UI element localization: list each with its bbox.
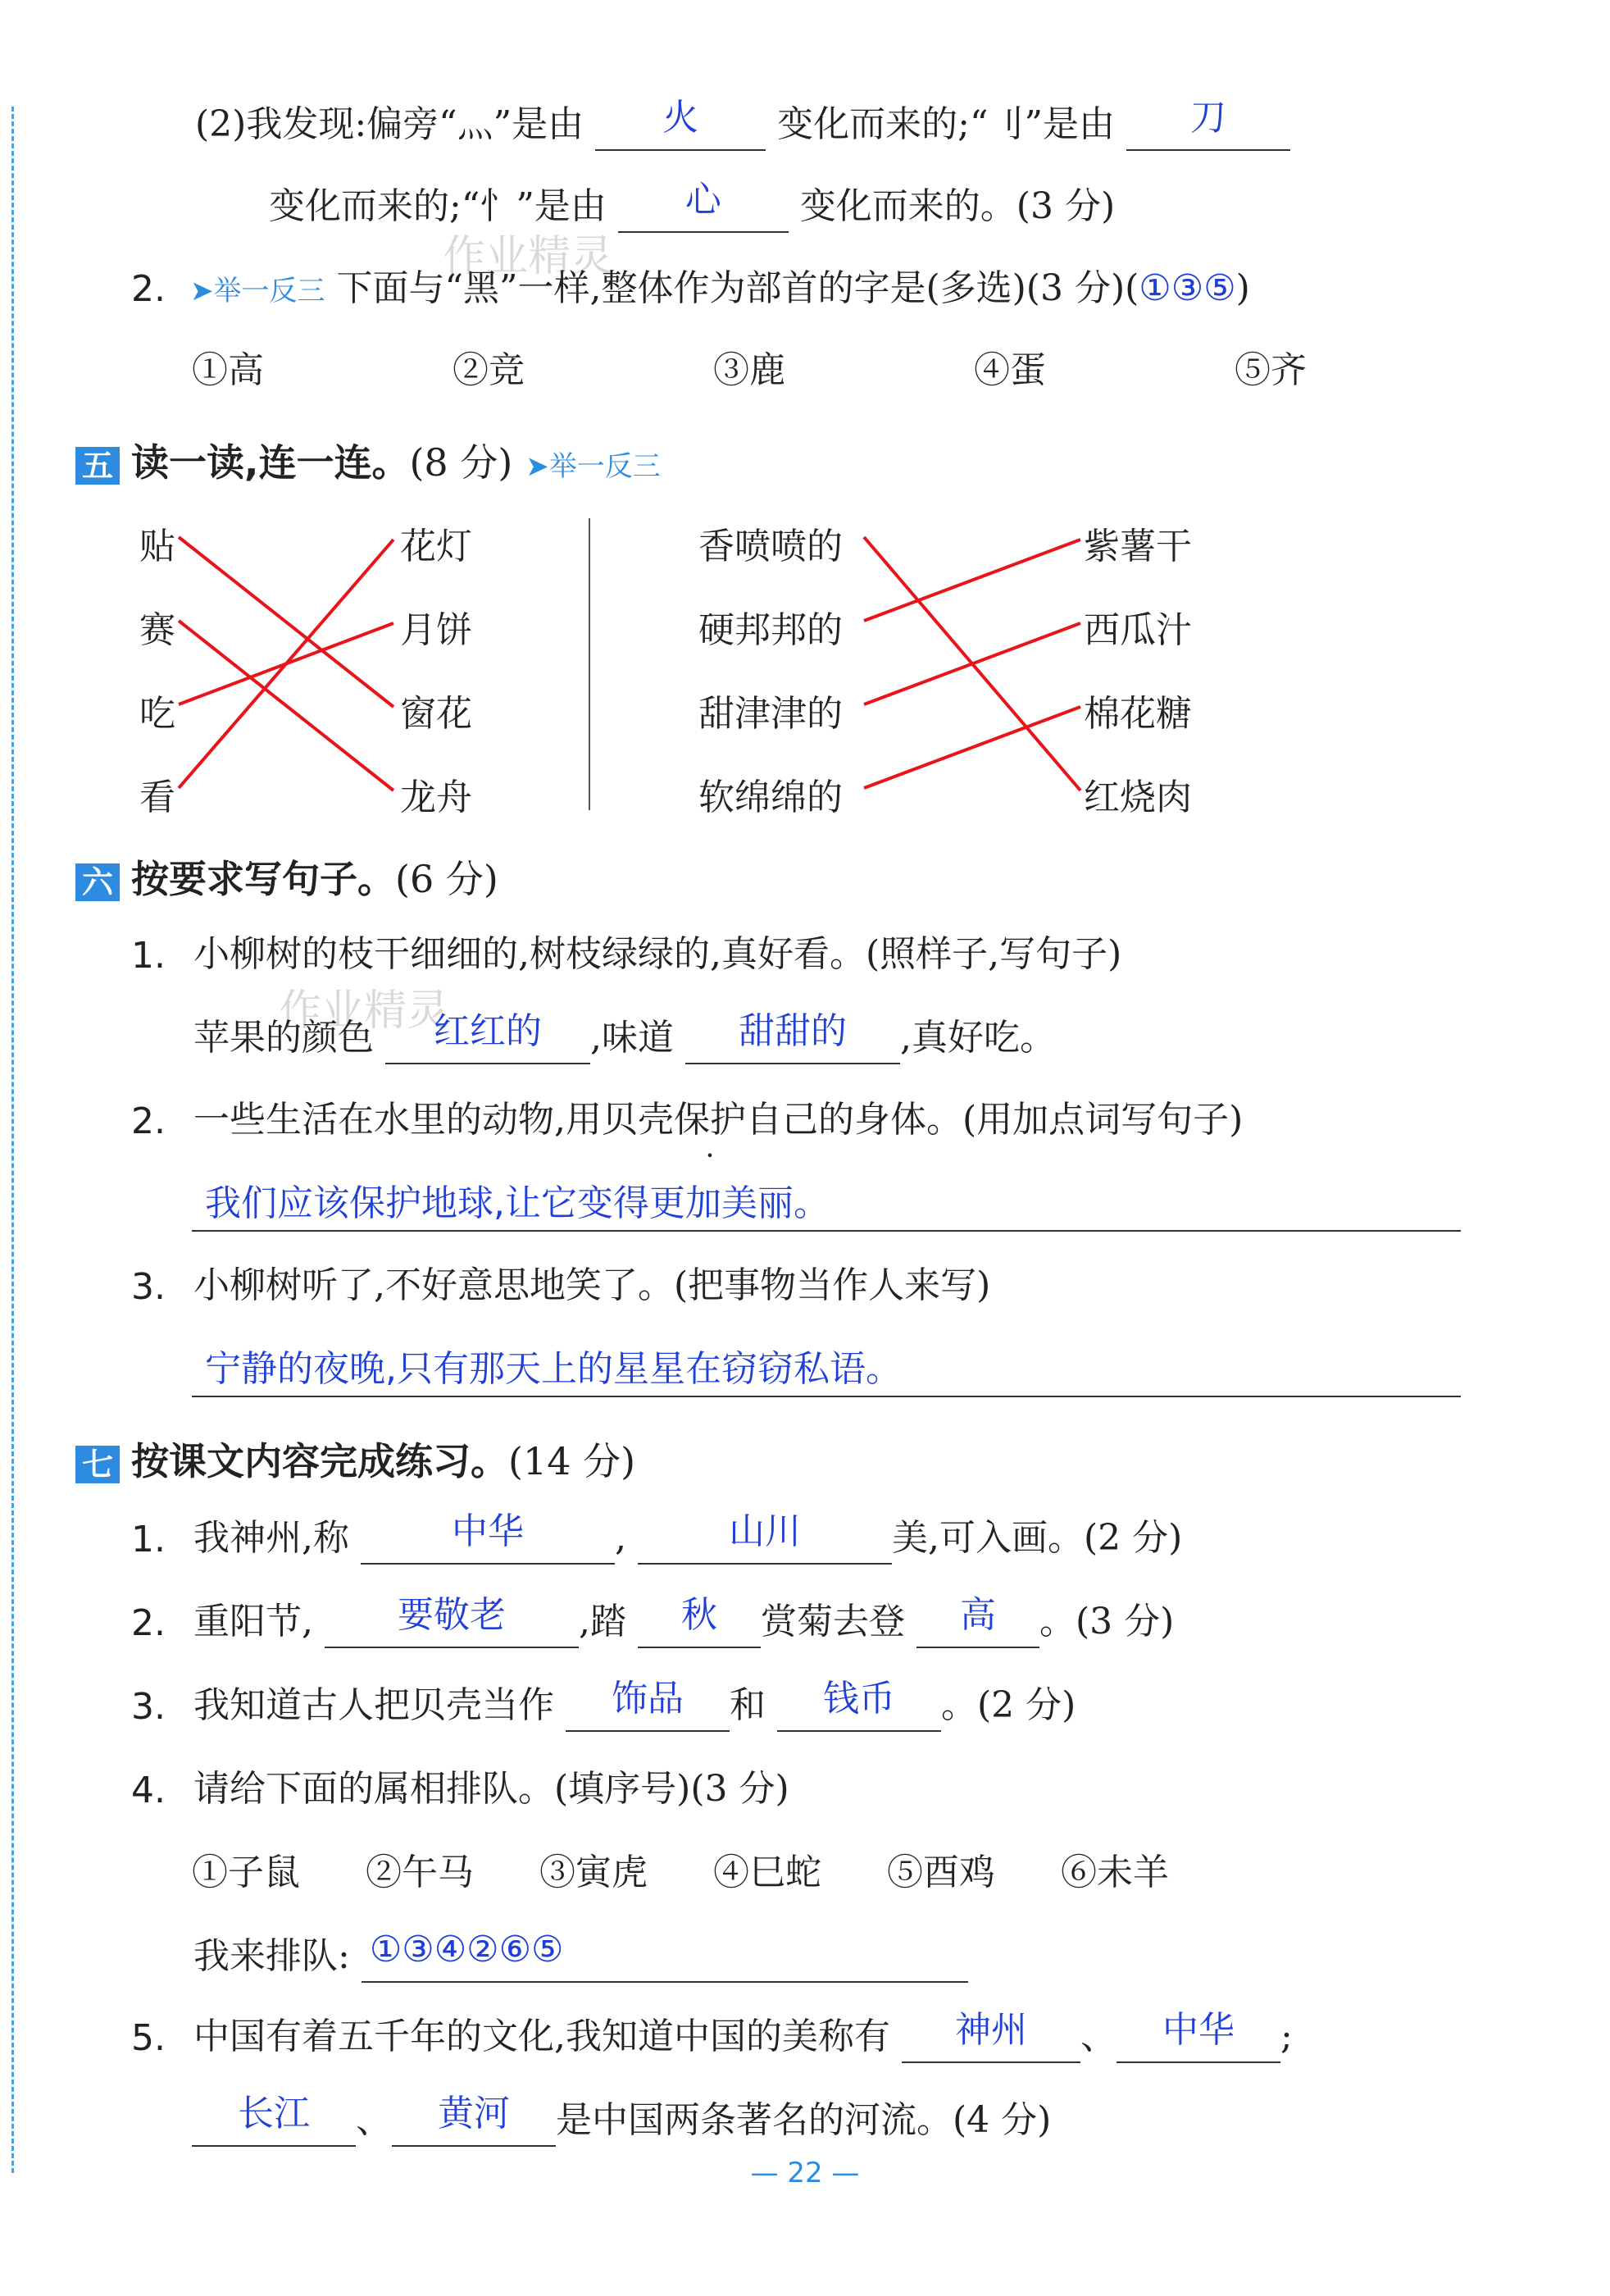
option: ②竞 (453, 349, 525, 391)
sec6-q2-text: 一些生活在水里的动物,用贝壳保护自己的身体。(用加点词写句子) (193, 1099, 1244, 1141)
match-divider (589, 518, 590, 810)
answer-line (192, 1396, 1461, 1397)
answer-blank: 红红的 (385, 1014, 590, 1064)
match-line (179, 621, 393, 790)
answer-blank: 要敬老 (325, 1597, 579, 1648)
sec7-q2: 重阳节, 要敬老 ,踏 秋 赏菊去登 高 。(3 分) (193, 1597, 1174, 1648)
zodiac-item: ④巳蛇 (713, 1852, 821, 1893)
question-number: 2. (131, 268, 166, 310)
answer-blank: 高 (916, 1597, 1039, 1648)
answer-line (192, 1230, 1461, 1232)
option: ⑤齐 (1235, 349, 1307, 391)
page-number: — 22 — (750, 2157, 860, 2189)
question-number: 5. (131, 2017, 166, 2059)
match-line (864, 707, 1080, 788)
margin-dashed-line (11, 107, 14, 2173)
match-line (179, 540, 393, 788)
answer-blank: 长江 (192, 2096, 356, 2147)
watermark: 作业精灵 (443, 232, 614, 281)
match-left-word: 吃 (139, 693, 175, 735)
sec7-q1: 我神州,称 中华 , 山川 美,可入画。(2 分) (193, 1514, 1182, 1565)
answer-blank: 火 (595, 100, 766, 151)
match-left-word: 看 (139, 777, 175, 818)
answer-blank: 山川 (638, 1514, 892, 1565)
question-number: 4. (131, 1770, 166, 1811)
sec6-q1-text: 小柳树的枝干细细的,树枝绿绿的,真好看。(照样子,写句子) (193, 933, 1122, 975)
question-number: 3. (131, 1686, 166, 1728)
match-right-word: 香喷喷的 (698, 526, 843, 567)
answer-blank: 中华 (1117, 2012, 1280, 2063)
match-right-word: 软绵绵的 (698, 777, 843, 818)
section-badge: 七 (75, 1446, 120, 1483)
match-right-word: 硬邦邦的 (698, 609, 843, 651)
match-left-target: 月饼 (400, 609, 472, 651)
match-right-target: 西瓜汁 (1084, 609, 1192, 651)
sec7-q4-text: 请给下面的属相排队。(填序号)(3 分) (193, 1768, 789, 1810)
match-right-target: 红烧肉 (1084, 777, 1192, 818)
match-line (179, 623, 393, 704)
zodiac-item: ②午马 (366, 1852, 474, 1893)
match-left-word: 赛 (139, 609, 175, 651)
question-number: 2. (131, 1100, 166, 1142)
question-number: 1. (131, 935, 166, 977)
match-right-target: 紫薯干 (1084, 526, 1192, 567)
zodiac-item: ⑤酉鸡 (887, 1852, 995, 1893)
answer-blank: 中华 (361, 1514, 615, 1565)
answer-blank: 饰品 (566, 1681, 730, 1732)
sec7-q5-line1: 中国有着五千年的文化,我知道中国的美称有 神州 、 中华 ; (193, 2012, 1293, 2063)
section-6-heading: 六 按要求写句子。(6 分) (75, 850, 498, 904)
answer-blank: ①③④②⑥⑤ (362, 1932, 968, 1983)
match-line (864, 537, 1080, 790)
sec6-q1-answer: 苹果的颜色 红红的 ,味道 甜甜的 ,真好吃。 (193, 1014, 1056, 1064)
match-left-target: 龙舟 (400, 777, 472, 818)
sec6-q3-answer: 宁静的夜晚,只有那天上的星星在窃窃私语。 (205, 1348, 902, 1390)
section-7-heading: 七 按课文内容完成练习。(14 分) (75, 1432, 635, 1486)
answer-blank: 钱币 (777, 1681, 941, 1732)
match-line (864, 623, 1080, 704)
q4-question2: ➤举一反三 下面与“黑”一样,整体作为部首的字是(多选)(3 分)(①③⑤) (190, 267, 1250, 309)
answer-blank: 心 (618, 182, 789, 233)
q4-part2-line2: 变化而来的;“忄”是由 心 变化而来的。(3 分) (269, 182, 1115, 233)
match-line (179, 537, 393, 707)
match-left-target: 窗花 (400, 693, 472, 735)
question-number: 1. (131, 1519, 166, 1560)
zodiac-item: ①子鼠 (192, 1852, 300, 1893)
sec7-q3: 我知道古人把贝壳当作 饰品 和 钱币 。(2 分) (193, 1681, 1076, 1732)
sec6-q3-text: 小柳树听了,不好意思地笑了。(把事物当作人来写) (193, 1264, 991, 1306)
answer-blank: 黄河 (392, 2096, 556, 2147)
sec6-q2-answer: 我们应该保护地球,让它变得更加美丽。 (205, 1182, 830, 1224)
answer-blank: 秋 (638, 1597, 761, 1648)
match-right-word: 甜津津的 (698, 693, 843, 735)
sec7-q5-line2: 长江 、 黄河 是中国两条著名的河流。(4 分) (192, 2096, 1051, 2147)
match-right-target: 棉花糖 (1084, 693, 1192, 735)
question-number: 2. (131, 1602, 166, 1644)
matching-lines-left (179, 537, 393, 790)
zodiac-item: ⑥未羊 (1061, 1852, 1169, 1893)
match-left-word: 贴 (139, 526, 175, 567)
q4-part2-line1: (2)我发现:偏旁“灬”是由 火 变化而来的;“刂”是由 刀 (195, 100, 1290, 151)
tag-label: ➤举一反三 (190, 275, 325, 308)
section-5-heading: 五 读一读,连一连。(8 分) ➤举一反三 (75, 433, 661, 487)
answer-blank: 神州 (902, 2012, 1080, 2063)
section-badge: 五 (75, 447, 120, 485)
sec7-q4-answer: 我来排队: ①③④②⑥⑤ (193, 1932, 968, 1983)
option: ④蛋 (974, 349, 1046, 391)
option: ③鹿 (713, 349, 785, 391)
answer-blank: 刀 (1126, 100, 1290, 151)
match-left-target: 花灯 (400, 526, 472, 567)
zodiac-item: ③寅虎 (539, 1852, 648, 1893)
option: ①高 (192, 349, 264, 391)
match-line (864, 540, 1080, 621)
watermark: 作业精灵 (279, 986, 450, 1036)
section-badge: 六 (75, 863, 120, 901)
matching-lines-right (864, 537, 1080, 790)
answer-blank: 甜甜的 (685, 1014, 900, 1064)
tag-label: ➤举一反三 (525, 450, 661, 483)
question-number: 3. (131, 1266, 166, 1308)
emphasis-word: 保护 (674, 1099, 746, 1141)
